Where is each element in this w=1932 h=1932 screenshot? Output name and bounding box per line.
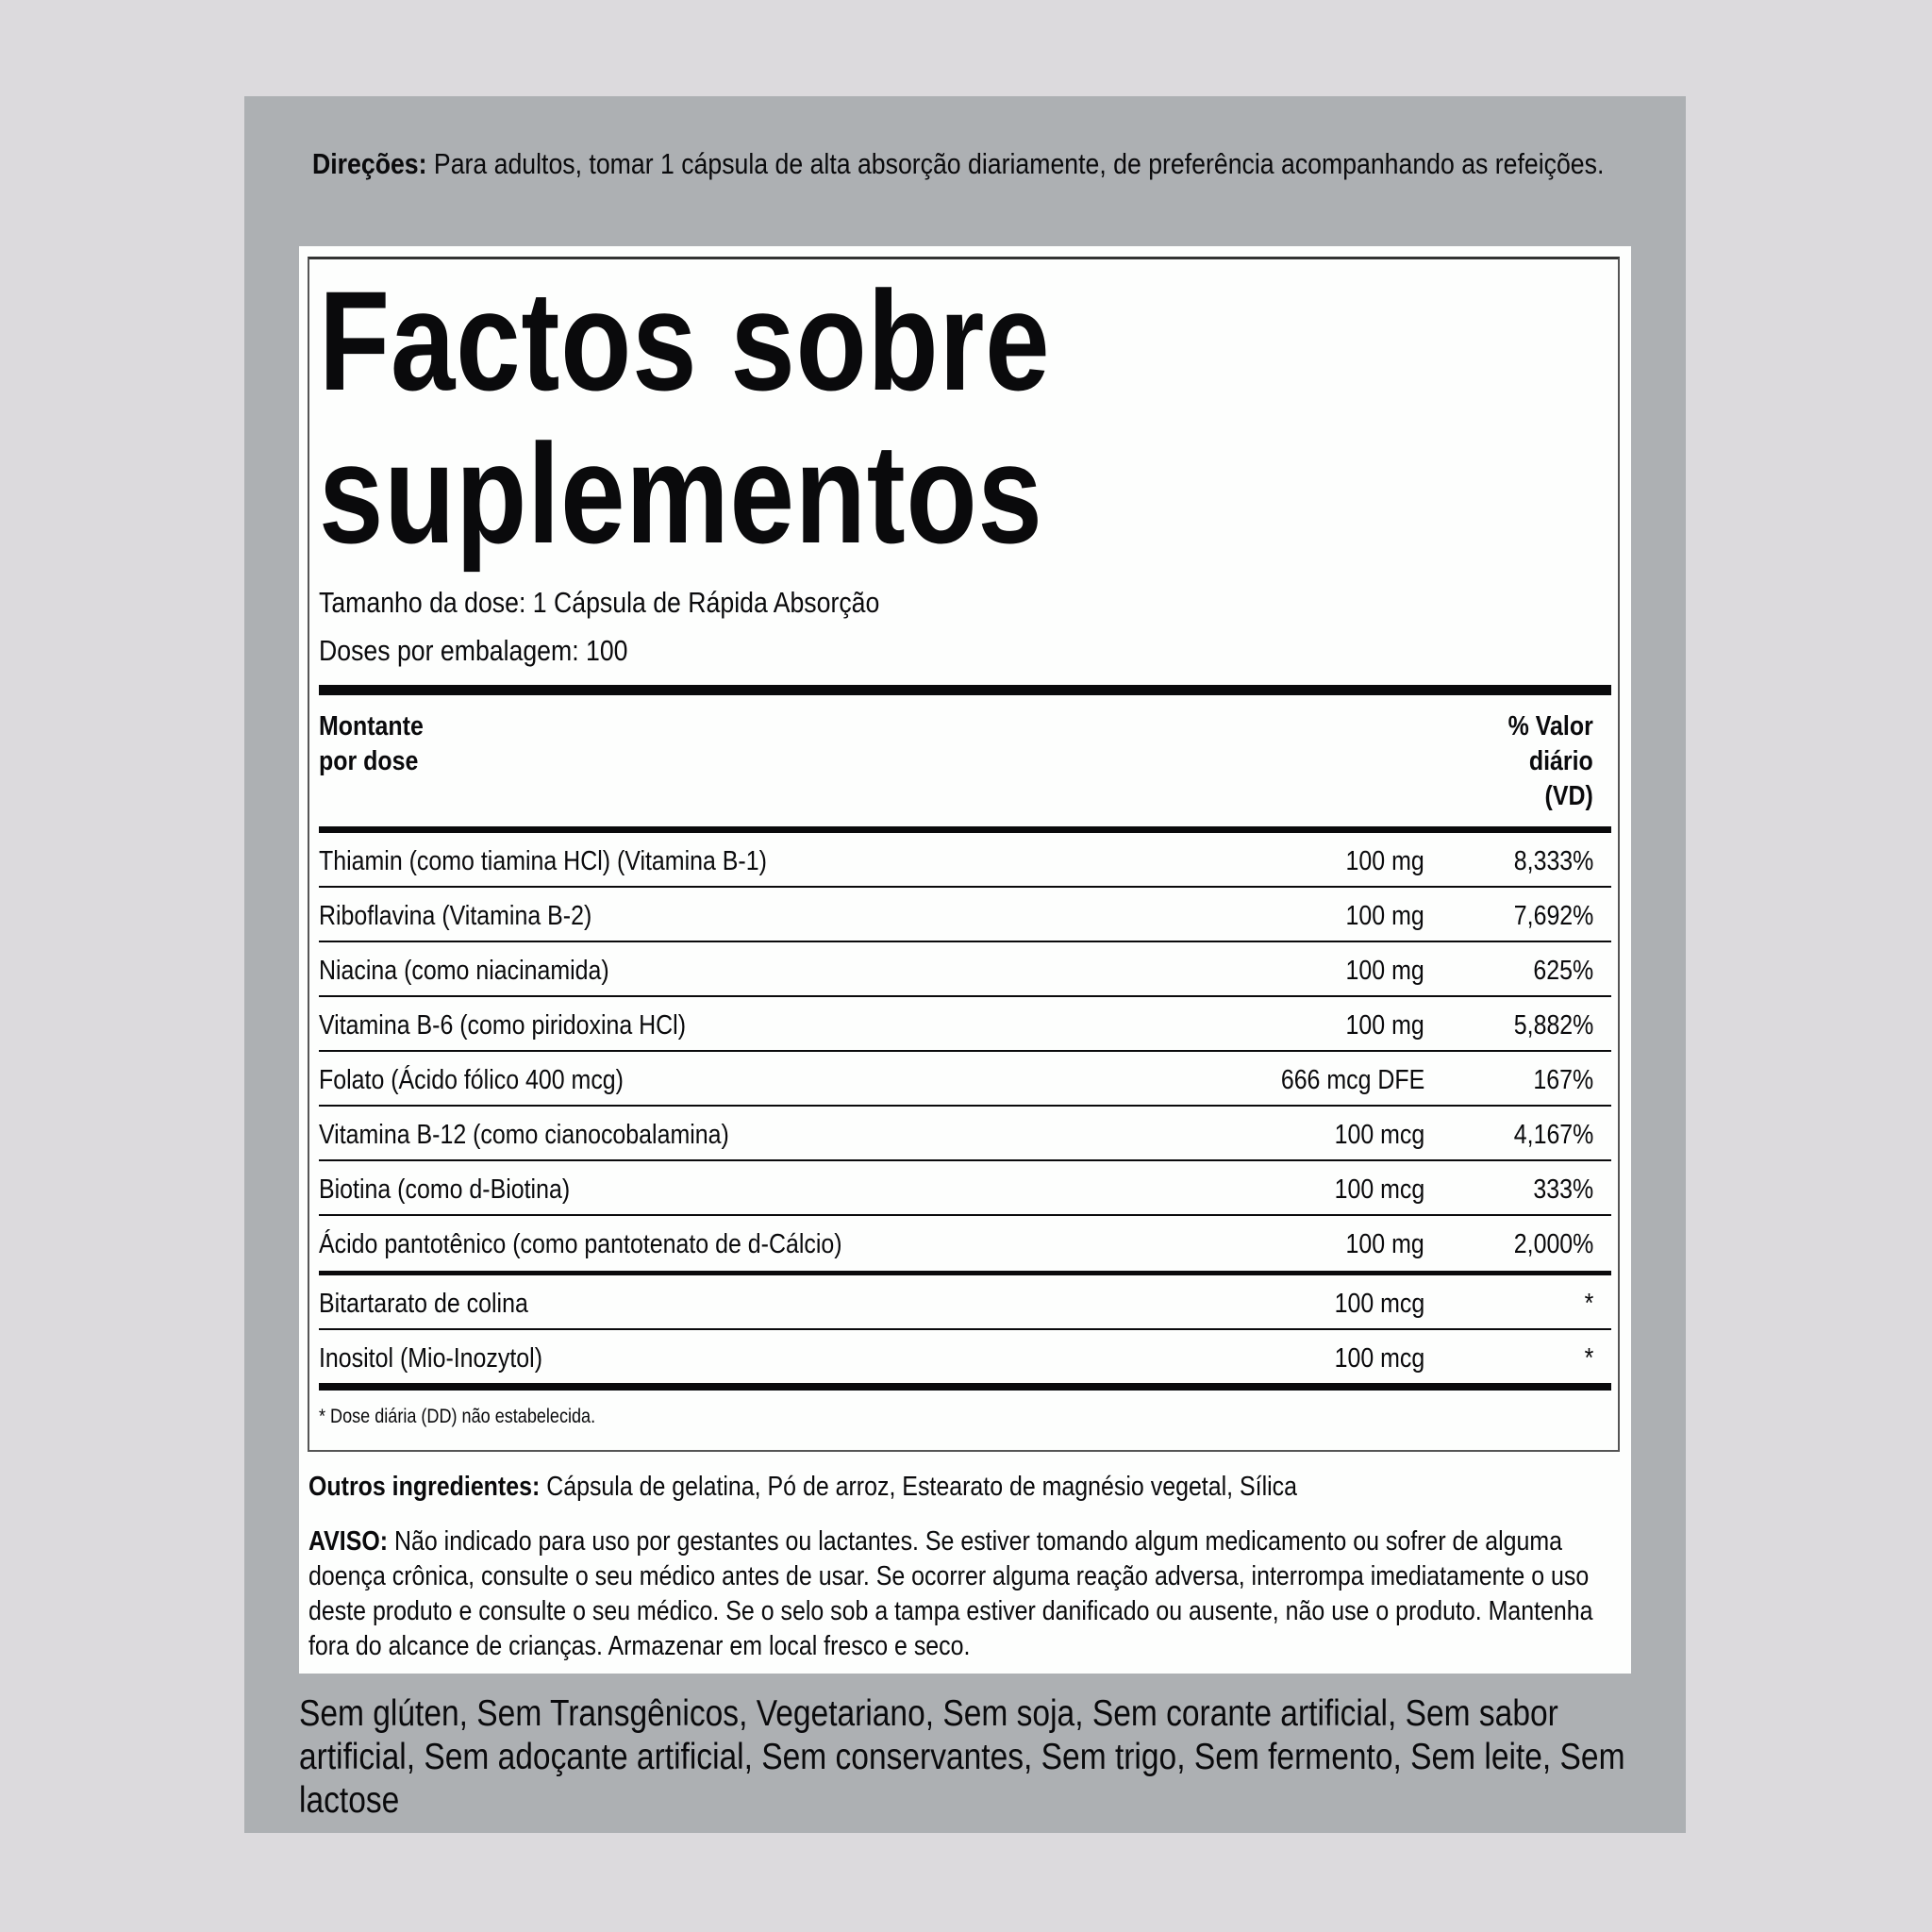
nutrient-amount: 100 mcg <box>1334 1174 1424 1205</box>
nutrient-name: Bitartarato de colina <box>319 1289 528 1319</box>
facts-title-line2: suplementos <box>319 414 1043 573</box>
nutrient-name: Niacina (como niacinamida) <box>319 956 609 986</box>
nutrient-name: Vitamina B-12 (como cianocobalamina) <box>319 1120 729 1150</box>
nutrient-row <box>319 1161 1593 1216</box>
nutrient-amount: 100 mg <box>1345 1010 1424 1041</box>
nutrient-amount: 100 mcg <box>1334 1289 1424 1319</box>
footnote: * Dose diária (DD) não estabelecida. <box>319 1406 596 1427</box>
nutrient-amount: 100 mg <box>1345 901 1424 931</box>
nutrient-amount: 100 mg <box>1345 956 1424 986</box>
nutrient-name: Ácido pantotênico (como pantotenato de d-Cálcio) <box>319 1229 842 1259</box>
other-ingredient-row <box>319 1330 1593 1385</box>
warning <box>308 1524 1639 1664</box>
dv-header-line2: diário <box>1529 746 1593 776</box>
nutrient-row <box>319 888 1593 942</box>
facts-title <box>319 261 1051 573</box>
facts-title-line1: Factos sobre <box>319 261 1051 420</box>
daily-value-header <box>1508 709 1593 814</box>
nutrient-name: Riboflavina (Vitamina B-2) <box>319 901 592 931</box>
nutrient-amount: 100 mg <box>1345 846 1424 876</box>
nutrient-amount: 100 mcg <box>1334 1343 1424 1374</box>
nutrient-dv: 2,000% <box>1513 1229 1593 1259</box>
nutrient-name: Inositol (Mio-Inozytol) <box>319 1343 543 1374</box>
nutrient-dv: 167% <box>1533 1065 1593 1095</box>
nutrient-name: Biotina (como d-Biotina) <box>319 1174 571 1205</box>
nutrient-name: Vitamina B-6 (como piridoxina HCl) <box>319 1010 687 1041</box>
nutrient-row <box>319 997 1593 1052</box>
nutrient-amount: 100 mg <box>1345 1229 1424 1259</box>
amount-header-line2: por dose <box>319 746 419 776</box>
nutrient-dv: * <box>1584 1289 1593 1319</box>
nutrient-row <box>319 942 1593 997</box>
nutrient-dv: 333% <box>1533 1174 1593 1205</box>
nutrient-row <box>319 833 1593 888</box>
nutrient-dv: 625% <box>1533 956 1593 986</box>
other-ingredients <box>308 1472 1297 1503</box>
nutrient-name: Thiamin (como tiamina HCl) (Vitamina B-1) <box>319 846 767 876</box>
medium-divider <box>319 826 1611 833</box>
nutrient-dv: 7,692% <box>1513 901 1593 931</box>
other-ingredient-row <box>319 1275 1593 1330</box>
nutrient-name: Folato (Ácido fólico 400 mcg) <box>319 1065 624 1095</box>
thick-divider <box>319 1383 1611 1391</box>
amount-per-serving-header <box>319 709 424 779</box>
warning-label: AVISO: <box>308 1526 389 1557</box>
directions <box>312 143 1610 184</box>
nutrient-row <box>319 1107 1593 1161</box>
dv-header-line1: % Valor <box>1507 711 1593 741</box>
thick-divider <box>319 685 1611 695</box>
nutrient-row <box>319 1052 1593 1107</box>
nutrient-dv: 5,882% <box>1513 1010 1593 1041</box>
nutrient-dv: 4,167% <box>1513 1120 1593 1150</box>
directions-text: Para adultos, tomar 1 cápsula de alta absorção diariamente, de preferência acompanhando as refeições. <box>426 147 1605 180</box>
serving-size: Tamanho da dose: 1 Cápsula de Rápida Absorção <box>319 586 880 619</box>
servings-per-container: Doses por embalagem: 100 <box>319 634 628 667</box>
directions-label: Direções: <box>312 147 427 180</box>
dv-header-line3: (VD) <box>1544 781 1593 811</box>
nutrient-row <box>319 1216 1593 1271</box>
free-from-claims: Sem glúten, Sem Transgênicos, Vegetariano, Sem soja, Sem corante artificial, Sem sabor artificial, Sem adoçante artificial, Sem conservantes, Sem trigo, Sem fermento, Sem leite, Sem lactose <box>299 1693 1625 1821</box>
other-ingredients-text: Cápsula de gelatina, Pó de arroz, Estearato de magnésio vegetal, Sílica <box>540 1472 1298 1502</box>
nutrient-dv: * <box>1584 1343 1593 1374</box>
nutrient-amount: 100 mcg <box>1334 1120 1424 1150</box>
nutrient-dv: 8,333% <box>1513 846 1593 876</box>
amount-header-line1: Montante <box>319 711 424 741</box>
warning-text: Não indicado para uso por gestantes ou lactantes. Se estiver tomando algum medicamento ou sofrer de alguma doença crônica, consulte o seu médico antes de usar. Se ocorrer alguma reação adversa, interrompa imediatamente o uso deste produto e consulte o seu médico. Se o selo sob a tampa estiver danificado ou ausente, não use o produto. Mantenha fora do alcance de crianças. Armazenar em local fresco e seco. <box>308 1526 1593 1661</box>
other-ingredients-label: Outros ingredientes: <box>308 1472 541 1502</box>
nutrient-amount: 666 mcg DFE <box>1280 1065 1424 1095</box>
